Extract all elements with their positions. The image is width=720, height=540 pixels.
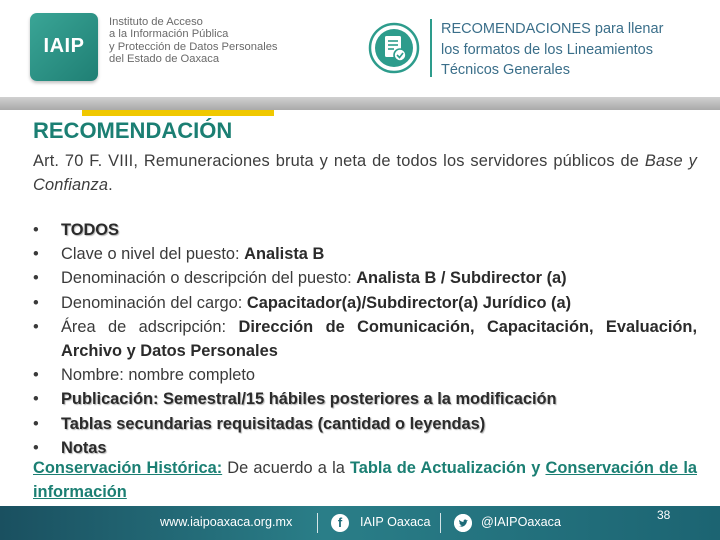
header-band: [0, 97, 720, 110]
institute-line: Instituto de Acceso: [109, 16, 203, 28]
list-item: [33, 315, 697, 363]
footer: [0, 506, 720, 540]
list-item: [33, 363, 697, 387]
article-text: [33, 149, 697, 197]
institute-line: y Protección de Datos Personales: [109, 40, 278, 53]
item-label: TODOS: [61, 221, 119, 239]
bullet: •: [33, 221, 39, 239]
bullet: •: [33, 366, 39, 385]
item-label: Clave o nivel del puesto:: [61, 245, 245, 264]
item-value: Capacitador(a)/Subdirector(a) Jurídico (a): [246, 293, 572, 312]
item-value: Tablas secundarias requisitadas (cantidad o leyendas): [61, 414, 486, 433]
header-title-line: RECOMENDACIONES para llenar: [441, 21, 664, 37]
item-value: Analista B: [244, 245, 325, 264]
website-link[interactable]: www.iaipoaxaca.org.mx: [160, 515, 293, 529]
header: [0, 0, 720, 96]
item-label: Denominación o descripción del puesto:: [61, 269, 357, 288]
footer-separator: [440, 513, 441, 533]
conservation-table-ref: Tabla de Actualización y: [349, 459, 541, 477]
bullet: •: [33, 269, 39, 288]
bullet: •: [33, 245, 39, 264]
facebook-link[interactable]: IAIP Oaxaca: [360, 515, 431, 529]
twitter-icon[interactable]: [454, 514, 472, 532]
recommendation-list: [33, 218, 697, 460]
header-title-line: los formatos de los Lineamientos: [441, 41, 653, 58]
header-title: [441, 19, 711, 81]
twitter-link[interactable]: @IAIPOaxaca: [481, 515, 561, 529]
item-value: Publicación: Semestral/15 hábiles posteriores a la modificación: [61, 390, 557, 409]
list-item: [33, 242, 697, 266]
list-item: [33, 218, 697, 242]
bullet: •: [33, 414, 39, 433]
item-value: Analista B / Subdirector (a): [356, 269, 567, 288]
conservation-text: De acuerdo a la: [222, 459, 350, 477]
conservation-info-link[interactable]: Conservación de la información: [33, 459, 697, 502]
title-accent-bar: [82, 110, 274, 116]
section-title: RECOMENDACIÓN: [33, 118, 233, 143]
bullet: •: [33, 317, 39, 336]
facebook-icon[interactable]: f: [331, 514, 349, 532]
conservation-label: Conservación Histórica:: [33, 459, 223, 477]
document-check-icon: [368, 22, 420, 74]
logo-text: IAIP: [43, 35, 85, 57]
header-title-line: Técnicos Generales: [441, 62, 570, 78]
header-divider: [430, 19, 432, 77]
bullet: •: [33, 438, 39, 457]
bullet: •: [33, 390, 39, 409]
conservation-note: [33, 456, 697, 504]
institute-line: a la Información Pública: [109, 28, 229, 41]
institute-name: [109, 16, 279, 66]
item-label: Área de adscripción:: [61, 317, 239, 336]
footer-separator: [317, 513, 318, 533]
item-label: Nombre: nombre completo: [61, 366, 256, 385]
bullet: •: [33, 293, 39, 312]
list-item: [33, 387, 697, 411]
article-prefix: Art. 70 F. VIII, Remuneraciones bruta y neta de todos los servidores públicos de: [33, 152, 645, 170]
list-item: [33, 291, 697, 315]
item-label: Denominación del cargo:: [61, 293, 247, 312]
item-value: Notas: [61, 438, 107, 457]
list-item: [33, 412, 697, 436]
iaip-logo: [30, 13, 98, 81]
list-item: [33, 266, 697, 290]
article-suffix: .: [108, 176, 113, 194]
institute-line: del Estado de Oaxaca: [109, 53, 220, 66]
article-emphasis: Base y Confianza: [33, 152, 697, 194]
page-number: 38: [657, 508, 671, 522]
item-value: Dirección de Comunicación, Capacitación, Evaluación, Archivo y Datos Personales: [61, 317, 697, 361]
